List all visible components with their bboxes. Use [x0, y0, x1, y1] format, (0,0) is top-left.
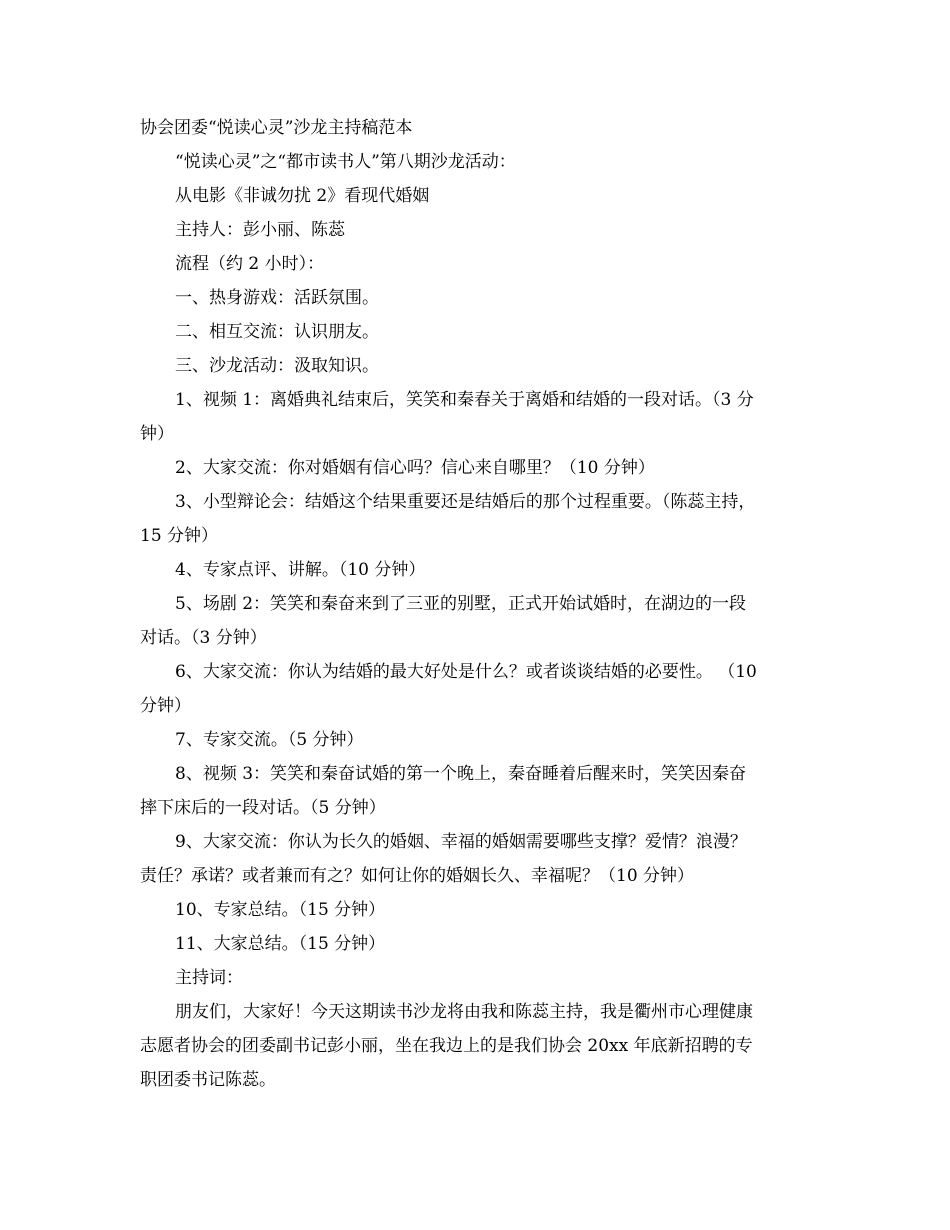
agenda-item-continuation: 对话。（3 分钟）	[140, 628, 267, 648]
agenda-item-line: 6、大家交流：你认为结婚的最大好处是什么？或者谈谈结婚的必要性。 （10	[175, 662, 757, 682]
agenda-item	[140, 757, 826, 825]
host-script-line: 职团委书记陈蕊。	[140, 1070, 276, 1090]
agenda-item-line: 10、专家总结。（15 分钟）	[175, 900, 386, 920]
event-subtitle: “悦读心灵”之“都市读书人”第八期沙龙活动：	[175, 152, 516, 172]
agenda-item	[140, 383, 826, 451]
agenda-item-line: 9、大家交流：你认为长久的婚姻、幸福的婚姻需要哪些支撑？爱情？浪漫？	[175, 832, 747, 852]
process-step-3: 三、沙龙活动：汲取知识。	[175, 356, 379, 376]
agenda-item-line: 11、大家总结。（15 分钟）	[175, 934, 386, 954]
host-script-label: 主持词：	[175, 968, 243, 988]
agenda-item	[140, 927, 826, 961]
agenda-item	[140, 825, 826, 893]
hosts-line: 主持人：彭小丽、陈蕊	[175, 220, 345, 240]
agenda-item-continuation: 责任？承诺？或者兼而有之？如何让你的婚姻长久、幸福呢？（10 分钟）	[140, 866, 695, 886]
host-script-line: 朋友们，大家好！今天这期读书沙龙将由我和陈蕊主持，我是衢州市心理健康	[175, 1002, 753, 1022]
agenda-item	[140, 587, 826, 655]
host-script-line: 志愿者协会的团委副书记彭小丽，坐在我边上的是我们协会 20xx 年底新招聘的专	[140, 1036, 753, 1056]
process-heading: 流程（约 2 小时）：	[175, 254, 325, 274]
agenda-item-line: 8、视频 3：笑笑和秦奋试婚的第一个晚上，秦奋睡着后醒来时，笑笑因秦奋	[175, 764, 747, 784]
document-body	[140, 114, 826, 1097]
event-topic: 从电影《非诚勿扰 2》看现代婚姻	[175, 186, 430, 206]
agenda-item	[140, 723, 826, 757]
agenda-item-continuation: 15 分钟）	[140, 526, 219, 546]
agenda-item-line: 3、小型辩论会：结婚这个结果重要还是结婚后的那个过程重要。（陈蕊主持，	[175, 492, 756, 512]
agenda-item-line: 2、大家交流：你对婚姻有信心吗？信心来自哪里？（10 分钟）	[175, 458, 655, 478]
process-step-1: 一、热身游戏：活跃氛围。	[175, 288, 379, 308]
agenda-item-continuation: 分钟）	[140, 696, 191, 716]
agenda-item	[140, 893, 826, 927]
agenda-item	[140, 553, 826, 587]
agenda-item-line: 4、专家点评、讲解。（10 分钟）	[175, 560, 426, 580]
agenda-item	[140, 451, 826, 485]
document-title: 协会团委“悦读心灵”沙龙主持稿范本	[140, 118, 413, 138]
agenda-item-continuation: 摔下床后的一段对话。（5 分钟）	[140, 798, 386, 818]
agenda-item-line: 1、视频 1：离婚典礼结束后，笑笑和秦春关于离婚和结婚的一段对话。（3 分	[175, 390, 754, 410]
process-step-2: 二、相互交流：认识朋友。	[175, 322, 379, 342]
agenda-item-line: 7、专家交流。（5 分钟）	[175, 730, 364, 750]
agenda-item-line: 5、场剧 2：笑笑和秦奋来到了三亚的别墅，正式开始试婚时，在湖边的一段	[175, 594, 747, 614]
host-script-paragraph	[140, 995, 826, 1097]
agenda-item	[140, 485, 826, 553]
agenda-item	[140, 655, 826, 723]
agenda-item-continuation: 钟）	[140, 424, 174, 444]
